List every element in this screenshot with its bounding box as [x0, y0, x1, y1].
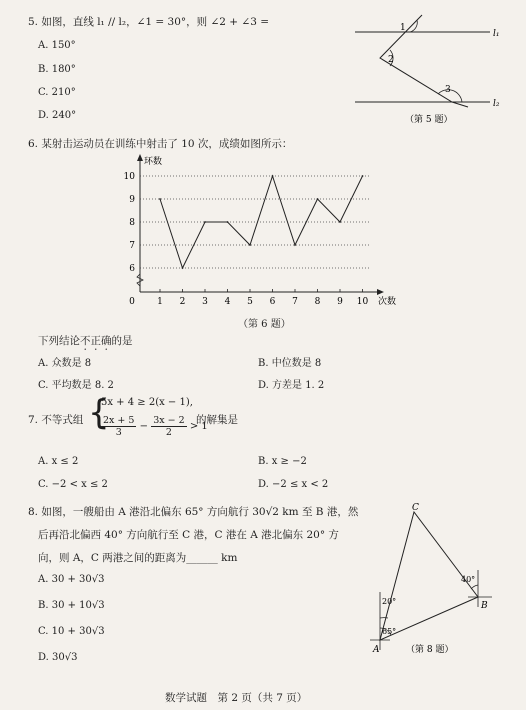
- data-point-2: [182, 267, 184, 269]
- q6-prompt-emphasis: 不正确: [80, 335, 112, 347]
- q7-option-a: A. x ≤ 2: [38, 456, 79, 467]
- q8-figure: [368, 500, 498, 660]
- q5-figure: [350, 10, 510, 128]
- x-tick-4: 4: [224, 297, 231, 307]
- q5-option-d: D. 240°: [38, 110, 77, 121]
- q8-stem-line-1: 8. 如图，一艘船由 A 港沿北偏东 65° 方向航行 30√2 km 至 B 港，然: [28, 506, 359, 518]
- q6-line-chart: [120, 152, 420, 312]
- point-b-label: B: [481, 601, 488, 611]
- q7-fraction-2: $\frac{3x - 2}{2}$: [153, 415, 185, 438]
- x-tick-5: 5: [247, 297, 253, 307]
- y-tick-9: 9: [129, 195, 135, 205]
- y-tick-6: 6: [129, 264, 135, 274]
- point-a-label: A: [373, 645, 380, 655]
- q6-option-d: D. 方差是 1. 2: [258, 380, 325, 391]
- x-tick-6: 6: [269, 297, 276, 307]
- point-c-label: C: [412, 503, 419, 513]
- q5-option-b: B. 180°: [38, 64, 76, 75]
- q7-option-c: C. −2 < x ≤ 2: [38, 479, 108, 490]
- x-tick-10: 10: [356, 297, 369, 307]
- q6-prompt: [38, 333, 133, 353]
- data-point-5: [249, 244, 251, 246]
- data-point-6: [272, 175, 274, 177]
- l2-label: l₂: [493, 99, 500, 109]
- x-tick-8: 8: [314, 297, 321, 307]
- x-tick-7: 7: [292, 297, 298, 307]
- q6-option-a: A. 众数是 8: [38, 358, 92, 369]
- angle1-label: 1: [400, 23, 406, 33]
- x-axis-arrow: [377, 289, 384, 295]
- y-tick-10: 10: [123, 172, 135, 182]
- q6-prompt-before: 下列结论: [38, 335, 80, 347]
- q7-number: 7. 不等式组: [28, 414, 84, 426]
- q8-option-a: A. 30 + 30√3: [38, 574, 105, 585]
- angle-20-label: 20°: [382, 597, 397, 606]
- data-point-1: [159, 198, 161, 200]
- data-point-7: [294, 244, 296, 246]
- y-tick-7: 7: [129, 241, 135, 251]
- q6-option-b: B. 中位数是 8: [258, 358, 322, 369]
- page-footer: 数学试题 第 2 页（共 7 页）: [165, 692, 308, 704]
- q8-option-b: B. 30 + 10√3: [38, 600, 105, 611]
- data-point-3: [204, 221, 206, 223]
- q7-brace: {: [88, 393, 110, 433]
- q7-fraction-1: $\frac{2x + 5}{3}$: [103, 415, 135, 438]
- angle-65-label: 65°: [382, 627, 397, 636]
- angle3-label: 3: [445, 85, 451, 95]
- origin-label: 0: [129, 297, 135, 307]
- q5-option-a: A. 150°: [38, 40, 76, 51]
- angle-40-label: 40°: [461, 575, 476, 584]
- x-tick-2: 2: [179, 297, 186, 307]
- data-point-9: [339, 221, 341, 223]
- q8-option-c: C. 10 + 30√3: [38, 626, 105, 637]
- q8-stem-line-3: 向，则 A，C 两港之间的距离为______ km: [38, 552, 238, 564]
- q5-caption: （第 5 题）: [405, 115, 453, 125]
- q6-prompt-after: 的是: [111, 335, 133, 347]
- angle2-label: 2: [388, 55, 394, 65]
- q6-caption: （第 6 题）: [238, 319, 291, 330]
- x-tick-9: 9: [337, 297, 343, 307]
- y-axis-arrow: [137, 154, 143, 161]
- q5-option-c: C. 210°: [38, 87, 76, 98]
- l1-label: l₁: [493, 29, 500, 39]
- x-tick-3: 3: [202, 297, 208, 307]
- q7-inequality-1: 5x + 4 ≥ 2(x − 1),: [101, 397, 193, 408]
- x-tick-1: 1: [157, 297, 163, 307]
- q8-option-d: D. 30√3: [38, 652, 78, 663]
- q6-option-c: C. 平均数是 8. 2: [38, 380, 114, 391]
- q8-stem-line-2: 后再沿北偏西 40° 方向航行至 C 港，C 港在 A 港北偏东 20° 方: [38, 529, 339, 541]
- y-tick-8: 8: [129, 218, 135, 228]
- q7-tail: 的解集是: [196, 414, 238, 426]
- y-axis-label: 环数: [144, 157, 163, 167]
- q6-stem: 6. 某射击运动员在训练中射击了 10 次，成绩如图所示：: [28, 138, 293, 150]
- data-point-10: [362, 175, 364, 177]
- x-axis-label: 次数: [378, 297, 397, 307]
- q8-caption: （第 8 题）: [406, 645, 454, 655]
- q7-option-d: D. −2 ≤ x < 2: [258, 479, 329, 490]
- data-point-8: [317, 198, 319, 200]
- q7-option-b: B. x ≥ −2: [258, 456, 307, 467]
- q5-stem: 5. 如图，直线 l₁ // l₂，∠1 = 30°，则 ∠2 + ∠3 =: [28, 16, 270, 28]
- data-point-4: [227, 221, 229, 223]
- q7-inequality-2: $\frac{2x + 5}{3}$ − $\frac{3x - 2}{2}$ > 1: [103, 415, 208, 438]
